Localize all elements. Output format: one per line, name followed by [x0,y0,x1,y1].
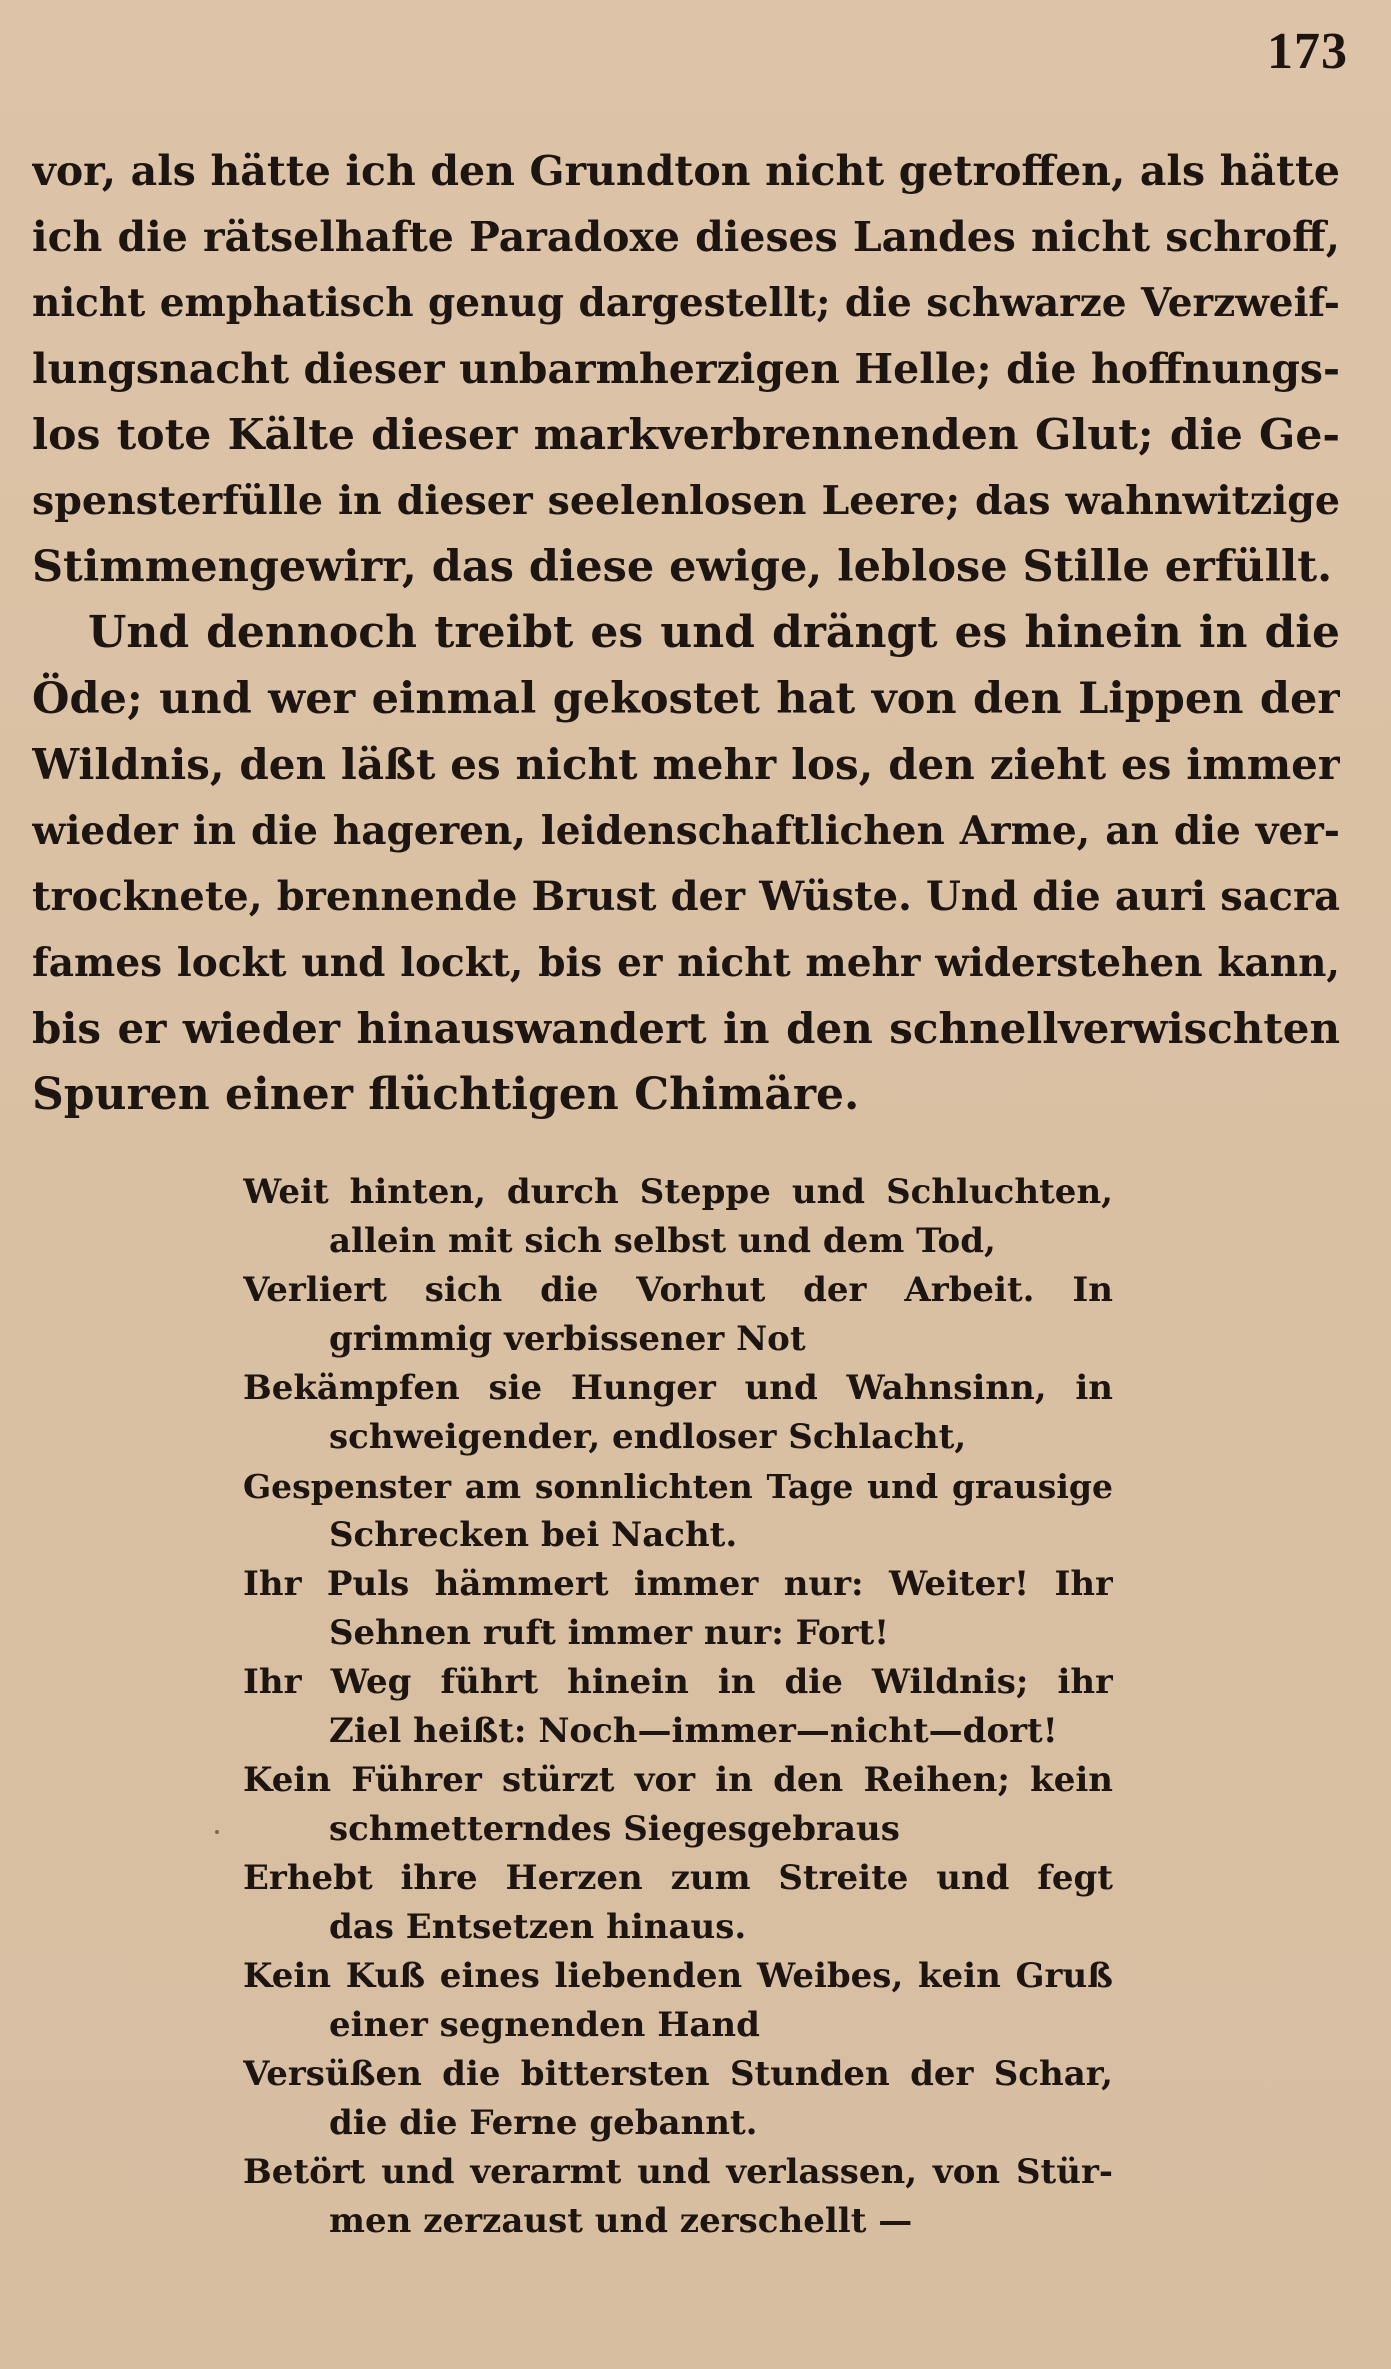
poem [243,1168,1113,2246]
poem-line-continuation: einer segnenden Hand [329,2005,760,2045]
poem-line-continuation: das Entsetzen hinaus. [329,1907,747,1947]
poem-line: Betört und verarmt und verlassen, von Stür- [243,2152,1113,2192]
prose-line: lungsnacht dieser unbarmherzigen Helle; die hoffnungs- [32,345,1340,393]
poem-line: Verliert sich die Vorhut der Arbeit. In [243,1270,1113,1310]
poem-line: Gespenster am sonnlichten Tage und grausige [243,1467,1113,1506]
poem-line: Kein Kuß eines liebenden Weibes, kein Gruß [243,1956,1113,1996]
prose-line: Und dennoch treibt es und drängt es hinein in die [88,607,1340,658]
poem-line: Erhebt ihre Herzen zum Streite und fegt [243,1858,1113,1898]
poem-line: Ihr Weg führt hinein in die Wildnis; ihr [243,1662,1113,1702]
prose-line: Öde; und wer einmal gekostet hat von den Lippen der [32,674,1340,724]
prose-line: wieder in die hageren, leidenschaftlichen Arme, an die ver- [32,808,1340,854]
poem-line: Weit hinten, durch Steppe und Schluchten, [243,1172,1113,1212]
prose-line: spensterfülle in dieser seelenlosen Leere; das wahnwitzige [32,478,1340,524]
prose-paragraphs [32,138,1340,1128]
poem-line: Versüßen die bittersten Stunden der Schar, [243,2054,1113,2094]
poem-line-continuation: allein mit sich selbst und dem Tod, [329,1221,996,1261]
poem-line-continuation: Sehnen ruft immer nur: Fort! [329,1613,890,1653]
poem-line-continuation: grimmig verbissener Not [329,1319,806,1359]
poem-line-continuation: schmetterndes Siegesgebraus [329,1809,900,1849]
poem-line-continuation: die die Ferne gebannt. [329,2103,758,2143]
prose-line: bis er wieder hinauswandert in den schnellverwischten [32,1004,1340,1053]
prose-line: los tote Kälte dieser markverbrennenden Glut; die Ge- [32,410,1340,460]
poem-line-continuation: Schrecken bei Nacht. [329,1515,738,1555]
prose-line: ich die rätselhafte Paradoxe dieses Landes nicht schroff, [32,213,1340,261]
prose-line: Spuren einer flüchtigen Chimäre. [32,1069,860,1120]
poem-line: Ihr Puls hämmert immer nur: Weiter! Ihr [243,1564,1113,1604]
prose-line: nicht emphatisch genug dargestellt; die schwarze Verzweif- [32,280,1340,326]
prose-line: Wildnis, den läßt es nicht mehr los, den zieht es immer [32,740,1340,789]
page-number: 173 [1267,23,1348,80]
paper-speck [215,1830,219,1834]
prose-line: fames lockt und lockt, bis er nicht mehr widerstehen kann, [32,940,1340,986]
prose-line: vor, als hätte ich den Grundton nicht getroffen, als hätte [32,147,1340,195]
prose-line: trocknete, brennende Brust der Wüste. Und die auri sacra [32,873,1340,920]
poem-line-continuation: Ziel heißt: Noch—immer—nicht—dort! [329,1711,1058,1751]
poem-line-continuation: men zerzaust und zerschellt — [329,2201,913,2241]
poem-line: Bekämpfen sie Hunger und Wahnsinn, in [243,1368,1113,1408]
poem-line-continuation: schweigender, endloser Schlacht, [329,1417,967,1457]
prose-line: Stimmengewirr, das diese ewige, leblose Stille erfüllt. [32,542,1333,592]
poem-line: Kein Führer stürzt vor in den Reihen; kein [243,1760,1113,1800]
